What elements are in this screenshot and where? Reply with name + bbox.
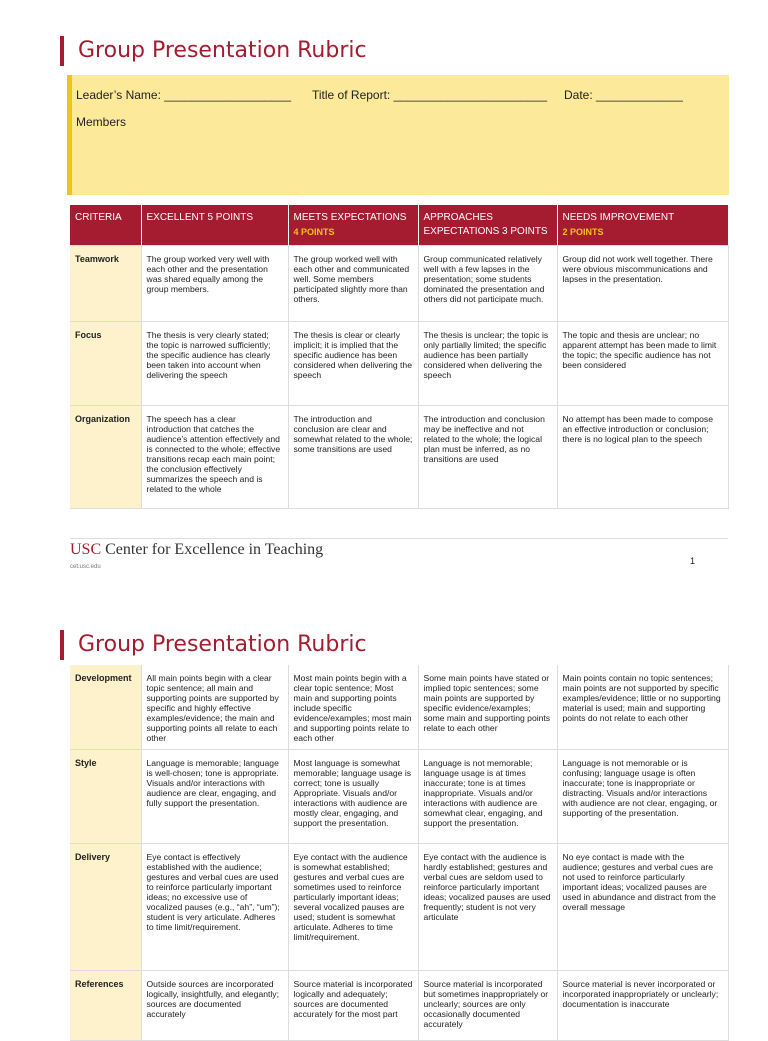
criteria-cell: Focus — [70, 322, 141, 406]
criteria-cell: Style — [70, 750, 141, 844]
criteria-cell: Development — [70, 665, 141, 750]
column-header — [70, 205, 141, 246]
page-title: Group Presentation Rubric — [60, 36, 367, 66]
rubric-cell: The speech has a clear introduction that catches the audience’s attention effectively and is connected to the whole; effective transitions recap each main point; the conclusion effectively summarizes the speech and is related to the whole — [141, 406, 288, 509]
rubric-cell: Some main points have stated or implied topic sentences; some main points are supported by specific evidence/examples; some main and supporting points relate to each other — [418, 665, 557, 750]
footer-divider — [70, 538, 728, 539]
rubric-cell: Main points contain no topic sentences; main points are not supported by specific examples/evidence; little or no supporting material is used; main and supporting points do not relate to each other — [557, 665, 728, 750]
rubric-cell: Language is memorable; language is well-chosen; tone is appropriate. Visuals and/or interactions with audience are clear, engaging, and fully support the presentation. — [141, 750, 288, 844]
rubric-cell: The group worked well with each other and communicated well. Some members participated slightly more than others. — [288, 246, 418, 322]
rubric-cell: Language is not memorable; language usage is at times inaccurate; tone is at times inappropriate. Visuals and/or interactions with audience are somewhat clear, engaging, and support the presentation. — [418, 750, 557, 844]
center-name: Center for Excellence in Teaching — [101, 541, 324, 558]
rubric-cell: Eye contact with the audience is somewhat established; gestures and verbal cues are sometimes used to reinforce particularly important ideas; several vocalized pauses are used; student is somewhat articulate. Adheres to time limit/requirement. — [288, 844, 418, 971]
rubric-cell: The thesis is clear or clearly implicit; it is implied that the specific audience has been considered when delivering the speech — [288, 322, 418, 406]
rubric-cell: Most main points begin with a clear topic sentence; Most main and supporting points include specific evidence/examples; most main and supporting points relate to each other — [288, 665, 418, 750]
column-header — [557, 205, 728, 246]
table-row — [70, 406, 728, 509]
members-field[interactable]: Members — [76, 115, 127, 129]
rubric-cell: Source material is incorporated but sometimes inappropriately or unclearly; sources are only occasionally documented accurately — [418, 971, 557, 1041]
table-row — [70, 322, 728, 406]
criteria-cell: Teamwork — [70, 246, 141, 322]
page-title-2: Group Presentation Rubric — [60, 630, 367, 660]
column-header — [418, 205, 557, 246]
rubric-cell: Most language is somewhat memorable; language usage is correct; tone is usually Appropriate. Visuals and/or interactions with audience are mostly clear, engaging, and support the presentation. — [288, 750, 418, 844]
rubric-cell: No attempt has been made to compose an effective introduction or conclusion; there is no logical plan to the speech — [557, 406, 728, 509]
rubric-cell: Eye contact is effectively established with the audience; gestures and verbal cues are used to reinforce particularly important ideas; no excessive use of vocalized pauses (e.g., “ah”, “um”); student is very articulate. Adheres to time limit/requirement. — [141, 844, 288, 971]
column-header-label: NEEDS IMPROVEMENT — [562, 212, 675, 223]
usc-logo — [70, 541, 323, 559]
rubric-cell: Outside sources are incorporated logically, insightfully, and elegantly; sources are documented accurately — [141, 971, 288, 1041]
rubric-table-page1 — [70, 205, 729, 509]
rubric-cell: The group worked very well with each other and the presentation was shared equally among the group members. — [141, 246, 288, 322]
table-row — [70, 246, 728, 322]
page-number: 1 — [690, 556, 696, 566]
rubric-cell: No eye contact is made with the audience; gestures and verbal cues are not used to reinforce particularly important ideas; vocalized pauses are used in abundance and distract from the overall message — [557, 844, 728, 971]
rubric-cell: Source material is never incorporated or incorporated inappropriately or unclearly; documentation is inaccurate — [557, 971, 728, 1041]
table-row — [70, 971, 728, 1041]
column-header-label: CRITERIA — [75, 212, 122, 223]
report-title-field[interactable]: Title of Report: _______________________ — [312, 88, 548, 102]
rubric-cell: Group communicated relatively well with a few lapses in the presentation; some students dominated the presentation and others did not participate much. — [418, 246, 557, 322]
rubric-cell: The topic and thesis are unclear; no apparent attempt has been made to limit the topic; the specific audience has not been considered — [557, 322, 728, 406]
rubric-cell: The thesis is very clearly stated; the topic is narrowed sufficiently; the specific audience has clearly been taken into account when delivering the speech — [141, 322, 288, 406]
header-form — [67, 75, 729, 195]
column-header-label: APPROACHES EXPECTATIONS 3 POINTS — [423, 212, 548, 237]
rubric-cell: The introduction and conclusion may be ineffective and not related to the whole; the logical plan must be inferred, as no transitions are used — [418, 406, 557, 509]
rubric-cell: All main points begin with a clear topic sentence; all main and supporting points are supported by specific and highly effective examples/evidence; the main and supporting points all relate to each other — [141, 665, 288, 750]
rubric-cell: The introduction and conclusion are clear and somewhat related to the whole; some transitions are used — [288, 406, 418, 509]
date-field[interactable]: Date: _____________ — [564, 88, 683, 102]
table-row — [70, 750, 728, 844]
footer-url: cet.usc.edu — [70, 564, 101, 570]
rubric-cell: The thesis is unclear; the topic is only partially limited; the specific audience has been partially considered when delivering the speech — [418, 322, 557, 406]
column-header-points: 2 POINTS — [562, 227, 604, 237]
column-header-label: EXCELLENT 5 POINTS — [146, 212, 254, 223]
criteria-cell: Organization — [70, 406, 141, 509]
leader-name-field[interactable]: Leader’s Name: ___________________ — [76, 88, 292, 102]
column-header — [288, 205, 418, 246]
criteria-cell: Delivery — [70, 844, 141, 971]
rubric-cell: Eye contact with the audience is hardly established; gestures and verbal cues are seldom used to reinforce particularly important ideas; vocalized pauses are used frequently; student is not very articulate — [418, 844, 557, 971]
column-header-points: 4 POINTS — [293, 227, 335, 237]
usc-wordmark: USC — [70, 541, 102, 558]
rubric-cell: Group did not work well together. There were obvious miscommunications and lapses in the presentation. — [557, 246, 728, 322]
column-header — [141, 205, 288, 246]
table-row — [70, 844, 728, 971]
table-row — [70, 665, 728, 750]
header-row — [70, 205, 728, 246]
column-header-label: MEETS EXPECTATIONS — [293, 212, 407, 223]
criteria-cell: References — [70, 971, 141, 1041]
rubric-cell: Language is not memorable or is confusing; language usage is often inaccurate; tone is inappropriate or distracting. Visuals and/or interactions with audience are not clear, engaging, or supporting of the presentation. — [557, 750, 728, 844]
rubric-table-page2 — [70, 665, 729, 1041]
rubric-cell: Source material is incorporated logically and adequately; sources are documented accurately for the most part — [288, 971, 418, 1041]
